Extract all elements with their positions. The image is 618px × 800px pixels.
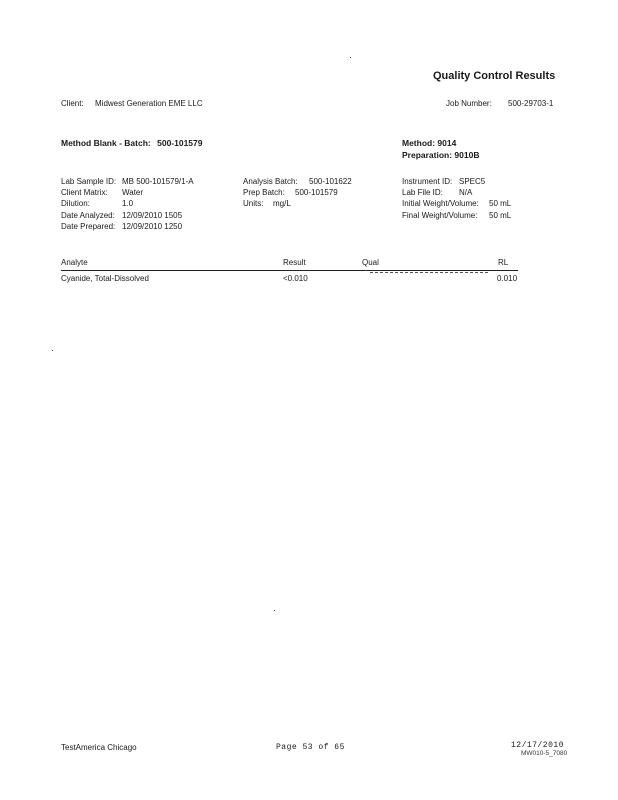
detail-row xyxy=(402,187,511,198)
client-label: Client: xyxy=(61,99,84,108)
footer-code: MW010-5_7080 xyxy=(521,750,568,757)
detail-label: Instrument ID: xyxy=(402,177,453,186)
client-value: Midwest Generation EME LLC xyxy=(95,99,203,108)
detail-label: Prep Batch: xyxy=(243,188,285,198)
detail-row xyxy=(402,198,511,209)
preparation-value: Preparation: 9010B xyxy=(402,150,480,160)
method-blank-batch: 500-101579 xyxy=(157,138,203,148)
col-header-analyte: Analyte xyxy=(61,258,88,267)
details-col3 xyxy=(402,176,511,221)
detail-row xyxy=(243,187,352,198)
detail-label: Initial Weight/Volume: xyxy=(402,199,479,209)
detail-label: Client Matrix: xyxy=(61,188,108,198)
row-analyte: Cyanide, Total-Dissolved xyxy=(61,274,149,283)
scan-speck xyxy=(274,610,275,611)
detail-value: 12/09/2010 1250 xyxy=(122,221,183,231)
detail-label: Final Weight/Volume: xyxy=(402,210,478,220)
detail-label: Lab File ID: xyxy=(402,188,443,198)
detail-value: MB 500-101579/1-A xyxy=(122,177,194,186)
col-header-qual: Qual xyxy=(362,258,379,267)
job-number-value: 500-29703-1 xyxy=(508,99,554,108)
detail-row xyxy=(61,176,194,187)
col-header-rl: RL xyxy=(498,258,509,267)
detail-value: 12/09/2010 1505 xyxy=(122,210,183,220)
detail-label: Date Prepared: xyxy=(61,221,116,231)
table-header-rule xyxy=(61,270,518,271)
scan-speck xyxy=(52,350,53,351)
footer-page-number: Page 53 of 65 xyxy=(276,743,345,752)
detail-label: Dilution: xyxy=(61,199,90,209)
detail-value: 50 mL xyxy=(489,199,512,209)
method-blank-heading xyxy=(61,138,203,148)
detail-value: N/A xyxy=(459,188,473,198)
detail-label: Date Analyzed: xyxy=(61,210,115,220)
detail-row xyxy=(61,187,194,198)
detail-value: 1.0 xyxy=(122,199,134,209)
detail-label: Lab Sample ID: xyxy=(61,177,117,186)
report-title: Quality Control Results xyxy=(433,70,556,82)
details-col1 xyxy=(61,176,194,232)
row-result: <0.010 xyxy=(283,274,308,283)
footer-date: 12/17/2010 xyxy=(511,741,565,750)
detail-value: Water xyxy=(122,188,144,198)
col-header-result: Result xyxy=(283,258,306,267)
detail-value: 50 mL xyxy=(489,210,512,220)
detail-label: Analysis Batch: xyxy=(243,177,298,186)
detail-label: Units: xyxy=(243,199,264,209)
qual-dashed-rule xyxy=(370,272,488,273)
scan-speck xyxy=(350,57,351,58)
row-rl: 0.010 xyxy=(497,274,518,283)
details-col2 xyxy=(243,176,352,210)
detail-value: 500-101622 xyxy=(309,177,352,186)
detail-row xyxy=(243,176,352,187)
detail-value: SPEC5 xyxy=(459,177,486,186)
job-number-label: Job Number: xyxy=(446,99,492,108)
detail-row xyxy=(402,210,511,221)
detail-row xyxy=(61,198,194,209)
detail-value: 500-101579 xyxy=(295,188,338,198)
detail-row xyxy=(402,176,511,187)
detail-value: mg/L xyxy=(273,199,291,209)
footer-lab-name: TestAmerica Chicago xyxy=(61,743,137,752)
detail-row xyxy=(243,198,352,209)
detail-row xyxy=(61,221,194,232)
detail-row xyxy=(61,210,194,221)
method-blank-label: Method Blank - Batch: xyxy=(61,138,151,148)
method-value: Method: 9014 xyxy=(402,138,457,148)
